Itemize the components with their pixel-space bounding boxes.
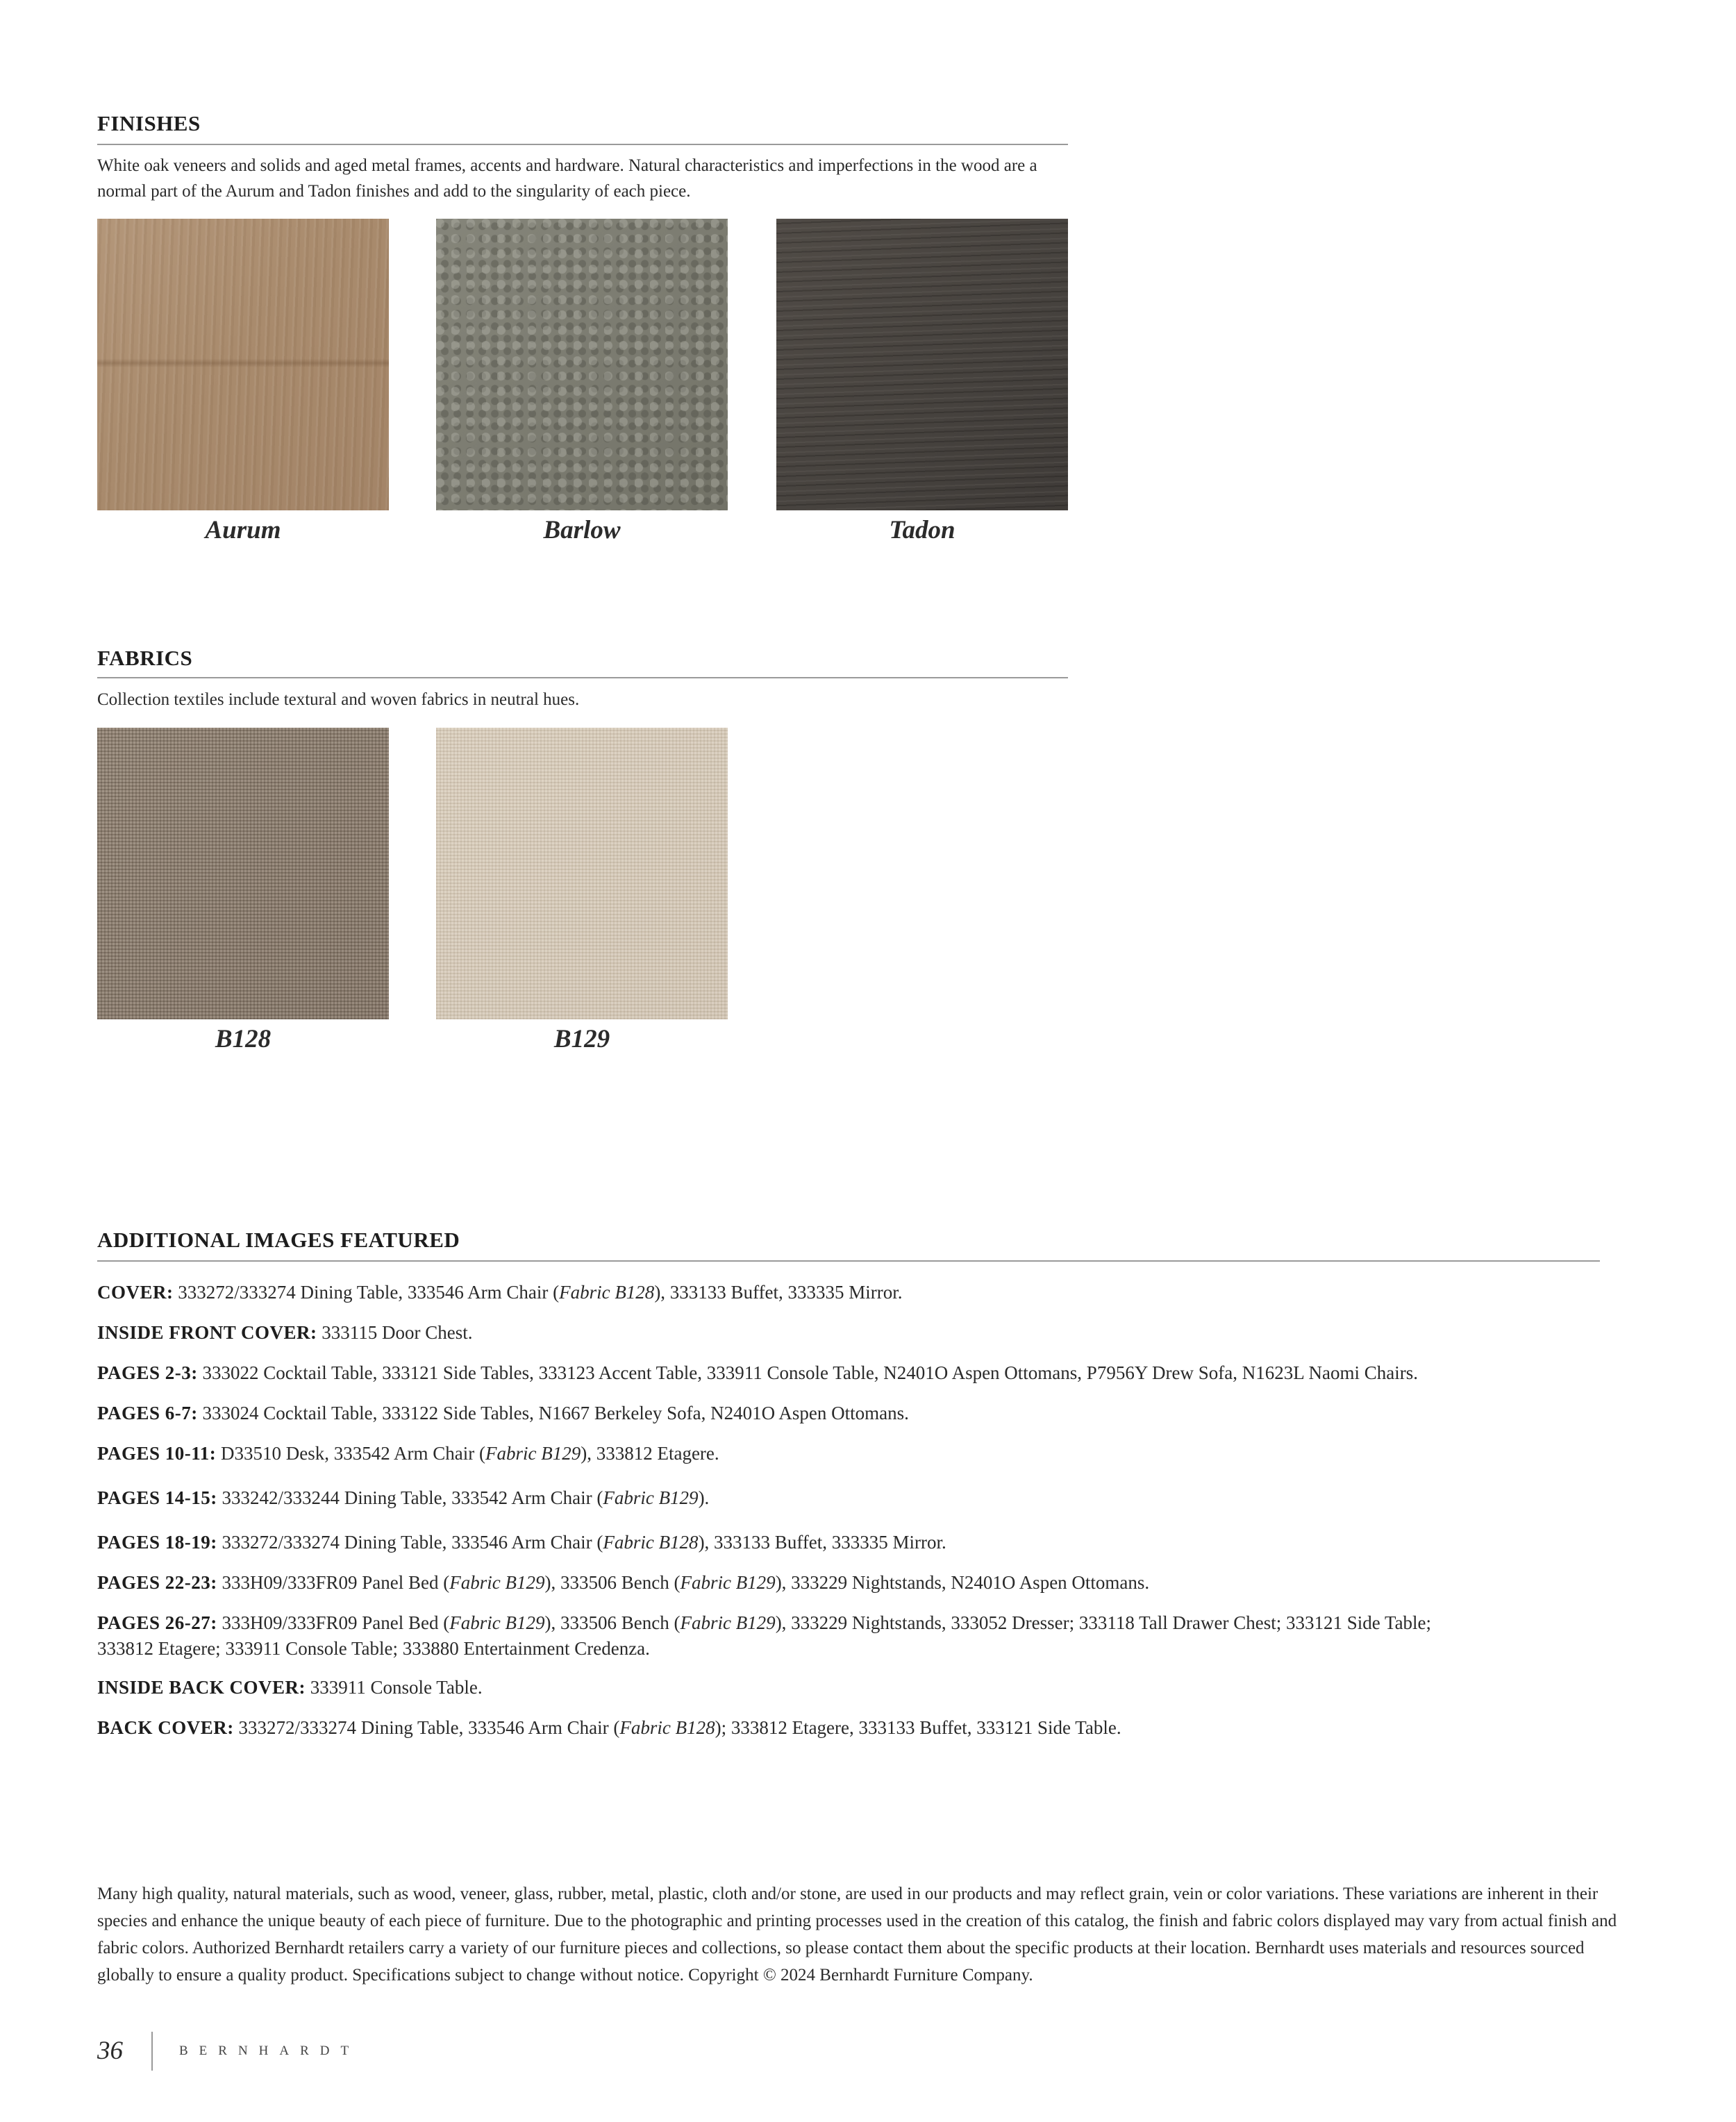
barlow-label: Barlow [543,516,621,544]
featured-item-back-cover: BACK COVER: 333272/333274 Dining Table, 333546 Arm Chair (Fabric B128); 333812 Etagere, 333133 Buffet, 333121 Side Table. [97,1717,1121,1738]
additional-images-divider [97,1260,1600,1262]
featured-item-inside-back-cover: INSIDE BACK COVER: 333911 Console Table. [97,1677,483,1698]
featured-item-pages-10-11: PAGES 10-11: D33510 Desk, 333542 Arm Chair (Fabric B129), 333812 Etagere. [97,1443,719,1464]
b128-label: B128 [215,1025,272,1053]
b128-fabric-swatch [97,728,389,1019]
aurum-label: Aurum [205,516,281,544]
tadon-label: Tadon [889,516,955,544]
footer-divider [151,2032,153,2071]
fabrics-description: Collection textiles include textural and woven fabrics in neutral hues. [97,690,580,709]
tadon-finish-swatch [776,219,1068,510]
finishes-description: White oak veneers and solids and aged metal frames, accents and hardware. Natural characteristics and imperfections in the wood are a normal part of the Aurum and Tadon finishes and add to the singularity of each piece. [97,156,1037,201]
barlow-finish-swatch [436,219,728,510]
disclaimer-text: Many high quality, natural materials, such as wood, veneer, glass, rubber, metal, plastic, cloth and/or stone, are used in our products and may reflect grain, vein or color variations. These variations are inherent in their species and enhance the unique beauty of each piece of furniture. Due to the photographic and printing processes used in the creation of this catalog, the finish and fabric colors displayed may vary from actual finish and fabric colors. Authorized Bernhardt retailers carry a variety of our furniture pieces and collections, so please contact them about the specific products at their location. Bernhardt uses materials and resources sourced globally to ensure a quality product. Specifications subject to change without notice. Copyright © 2024 Bernhardt Furniture Company. [97,1885,1617,1985]
featured-item-pages-26-27: PAGES 26-27: 333H09/333FR09 Panel Bed (Fabric B129), 333506 Bench (Fabric B129), 333229 Nightstands, 333052 Dresser; 333118 Tall Drawer Chest; 333121 Side Table; 333812 Etagere; 333911 Console Table; 333880 Entertainment Credenza. [97,1612,1432,1659]
aurum-finish-swatch [97,219,389,510]
additional-images-title: ADDITIONAL IMAGES FEATURED [97,1228,460,1252]
fabrics-divider [97,677,1068,678]
featured-item-cover: COVER: 333272/333274 Dining Table, 333546 Arm Chair (Fabric B128), 333133 Buffet, 333335 Mirror. [97,1282,903,1303]
featured-item-pages-2-3: PAGES 2-3: 333022 Cocktail Table, 333121 Side Tables, 333123 Accent Table, 333911 Console Table, N2401O Aspen Ottomans, P7956Y Drew Sofa, N1623L Naomi Chairs. [97,1362,1418,1383]
b129-fabric-swatch [436,728,728,1019]
featured-item-inside-front-cover: INSIDE FRONT COVER: 333115 Door Chest. [97,1322,473,1343]
featured-item-pages-22-23: PAGES 22-23: 333H09/333FR09 Panel Bed (Fabric B129), 333506 Bench (Fabric B129), 333229 Nightstands, N2401O Aspen Ottomans. [97,1572,1150,1593]
finishes-divider [97,144,1068,145]
finishes-title: FINISHES [97,111,201,135]
featured-item-pages-18-19: PAGES 18-19: 333272/333274 Dining Table, 333546 Arm Chair (Fabric B128), 333133 Buffet, 333335 Mirror. [97,1532,946,1553]
b129-label: B129 [553,1025,610,1053]
featured-item-pages-14-15: PAGES 14-15: 333242/333244 Dining Table, 333542 Arm Chair (Fabric B129). [97,1487,710,1508]
page-number: 36 [97,2037,123,2065]
brand-wordmark: BERNHARDT [179,2044,360,2058]
fabrics-title: FABRICS [97,646,193,670]
featured-item-pages-6-7: PAGES 6-7: 333024 Cocktail Table, 333122 Side Tables, N1667 Berkeley Sofa, N2401O Aspen Ottomans. [97,1403,909,1423]
